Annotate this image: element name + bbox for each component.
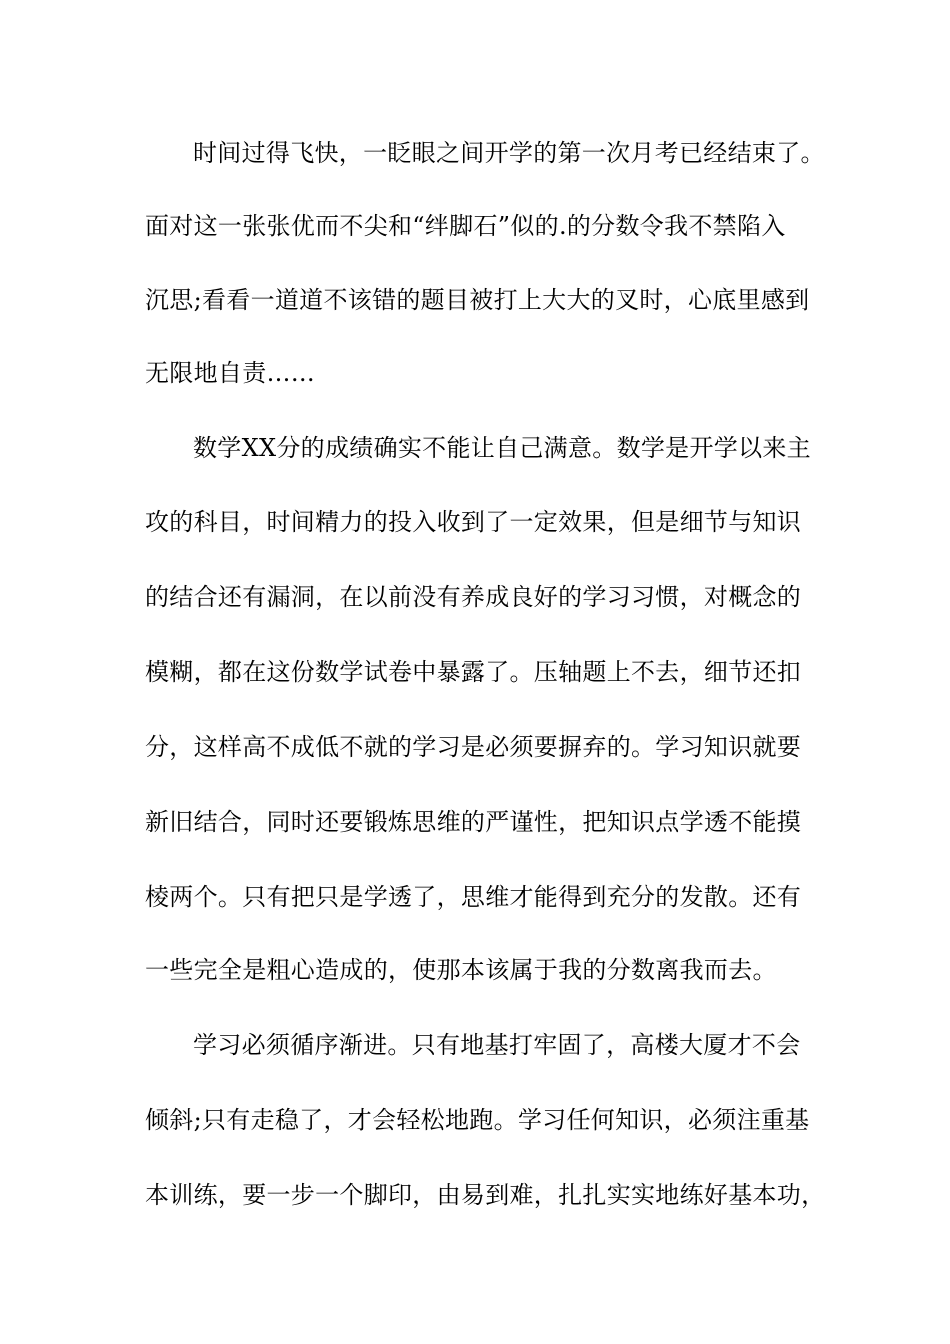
paragraph-1-line-4: 无限地自责…… (145, 359, 316, 387)
paragraph-3-line-2: 倾斜;只有走稳了，才会轻松地跑。学习任何知识，必须注重基 (145, 1106, 810, 1134)
paragraph-2-line-2: 攻的科目，时间精力的投入收到了一定效果，但是细节与知识 (145, 508, 802, 536)
paragraph-2-line-7: 棱两个。只有把只是学透了，思维才能得到充分的发散。还有 (145, 883, 802, 911)
paragraph-2-line-5: 分，这样高不成低不就的学习是必须要摒弃的。学习知识就要 (145, 733, 802, 761)
paragraph-2-line-6: 新旧结合，同时还要锻炼思维的严谨性，把知识点学透不能摸 (145, 808, 802, 836)
paragraph-2-line-1: 数学XX分的成绩确实不能让自己满意。数学是开学以来主 (193, 434, 811, 462)
paragraph-2-line-4: 模糊，都在这份数学试卷中暴露了。压轴题上不去，细节还扣 (145, 658, 802, 686)
paragraph-3-line-1: 学习必须循序渐进。只有地基打牢固了，高楼大厦才不会 (193, 1031, 801, 1059)
paragraph-2-line-3: 的结合还有漏洞，在以前没有养成良好的学习习惯，对概念的 (145, 583, 802, 611)
paragraph-1-line-1: 时间过得飞快，一眨眼之间开学的第一次月考已经结束了。 (193, 139, 825, 167)
paragraph-3-line-3: 本训练，要一步一个脚印，由易到难，扎扎实实地练好基本功， (145, 1181, 826, 1209)
paragraph-1-line-2: 面对这一张张优而不尖和“绊脚石”似的.的分数令我不禁陷入 (145, 212, 786, 240)
paragraph-1-line-3: 沉思;看看一道道不该错的题目被打上大大的叉时，心底里感到 (145, 286, 810, 314)
paragraph-2-line-8: 一些完全是粗心造成的，使那本该属于我的分数离我而去。 (145, 956, 777, 984)
